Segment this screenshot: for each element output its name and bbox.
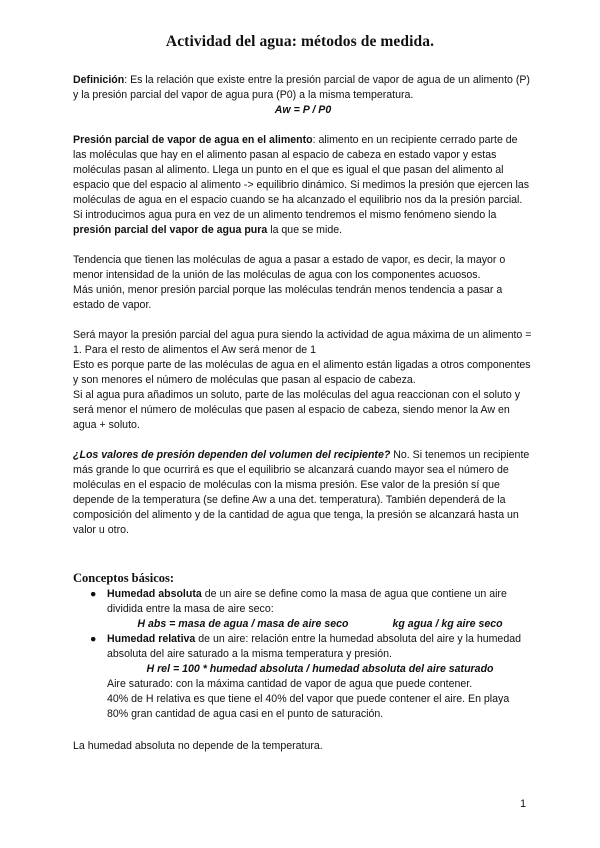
definition-paragraph <box>73 73 533 103</box>
bullet-icon: ● <box>90 588 97 600</box>
tendencia-line-2: Más unión, menor presión parcial porque las moléculas tendrán menos tendencia a pasar a estado de vapor. <box>73 284 503 311</box>
habs-formula-b: kg agua / kg aire seco <box>392 618 503 630</box>
mayor-line-3: Si al agua pura añadimos un soluto, parte de las moléculas del agua reaccionan con el soluto y será menor el número de moléculas que pasen al espacio de cabeza, siendo menor la Aw en agua + soluto. <box>73 389 520 431</box>
presion-text: : alimento en un recipiente cerrado parte de las moléculas que hay en el alimento pasan al espacio de cabeza en estado vapor y estas moléculas pasan al alimento. Llega un punto en el que es igual el que pasan del alimento al espacio que del espacio al alimento -> equilibrio dinámico. Si medimos la presión que ejercen las moléculas de agua en el espacio cuando se ha alcanzado el equilibrio nos da la presión parcial. <box>73 134 530 206</box>
bullet-icon: ● <box>90 633 97 645</box>
aire-saturado-text: Aire saturado: con la máxima cantidad de vapor de agua que puede contener. <box>107 678 473 690</box>
presion-paragraph-2 <box>73 208 533 238</box>
habs-formula-a: H abs = masa de agua / masa de aire seco <box>137 618 349 630</box>
list-item-humedad-absoluta <box>87 587 533 632</box>
humedad-absoluta-text: de un aire se define como la masa de agua que contiene un aire dividida entre la masa de aire seco: <box>107 588 507 615</box>
habs-formula <box>107 617 533 632</box>
pregunta-paragraph <box>73 448 533 538</box>
humedad-relativa-label: Humedad relativa <box>107 633 196 645</box>
humedad-absoluta-label: Humedad absoluta <box>107 588 202 600</box>
list-item-humedad-relativa <box>87 632 533 722</box>
conceptos-heading: Conceptos básicos: <box>73 571 175 585</box>
presion-label: Presión parcial de vapor de agua en el alimento <box>73 134 313 146</box>
page-title: Actividad del agua: métodos de medida. <box>165 33 435 50</box>
page-number: 1 <box>520 798 526 810</box>
presion-paragraph <box>73 133 533 208</box>
absoluta-note: La humedad absoluta no depende de la temperatura. <box>73 740 323 752</box>
document-body <box>73 73 533 538</box>
presion-bold-2: presión parcial del vapor de agua pura <box>73 224 268 236</box>
humedad-relativa-text: de un aire: relación entre la humedad absoluta del aire y la humedad absoluta del aire saturado a la misma temperatura y presión. <box>107 633 522 660</box>
conceptos-list <box>87 587 533 722</box>
definition-text: : Es la relación que existe entre la presión parcial de vapor de agua de un alimento (P) y la presión parcial del vapor de agua pura (P0) a la misma temperatura. <box>73 74 530 101</box>
aw-formula: Aw = P / P0 <box>274 104 332 116</box>
hrel-formula: H rel = 100 * humedad absoluta / humedad absoluta del aire saturado <box>146 663 494 675</box>
pregunta-question: ¿Los valores de presión dependen del volumen del recipiente? <box>73 449 391 461</box>
pregunta-answer: No. Si tenemos un recipiente más grande lo que ocurrirá es que el equilibrio se alcanzará cuando mayor sea el número de moléculas en el espacio de moléculas con la misma presión. Ese valor de la presión sí que depende de la temperatura (se define Aw a una det. temperatura). También dependerá de la composición del alimento y de la cantidad de agua que tenga, la presión se alcanzará hasta un valor u otro. <box>73 449 530 536</box>
mayor-line-2: Esto es porque parte de las moléculas de agua en el alimento están ligadas a otros componentes y son menores el número de moléculas que pasan al espacio de cabeza. <box>73 359 531 386</box>
hrel-example-text: 40% de H relativa es que tiene el 40% del vapor que puede contener el aire. En playa 80% gran cantidad de agua casi en el punto de saturación. <box>107 693 510 720</box>
mayor-line-1: Será mayor la presión parcial del agua pura siendo la actividad de agua máxima de un alimento = 1. Para el resto de alimentos el Aw será menor de 1 <box>73 329 532 356</box>
tendencia-line-1: Tendencia que tienen las moléculas de agua a pasar a estado de vapor, es decir, la mayor o menor intensidad de la unión de las moléculas de agua con los componentes acuosos. <box>73 254 506 281</box>
presion-text-2: Si introducimos agua pura en vez de un alimento tendremos el mismo fenómeno siendo la <box>73 209 497 221</box>
definition-label: Definición <box>73 74 125 86</box>
presion-text-3: la que se mide. <box>267 224 343 236</box>
